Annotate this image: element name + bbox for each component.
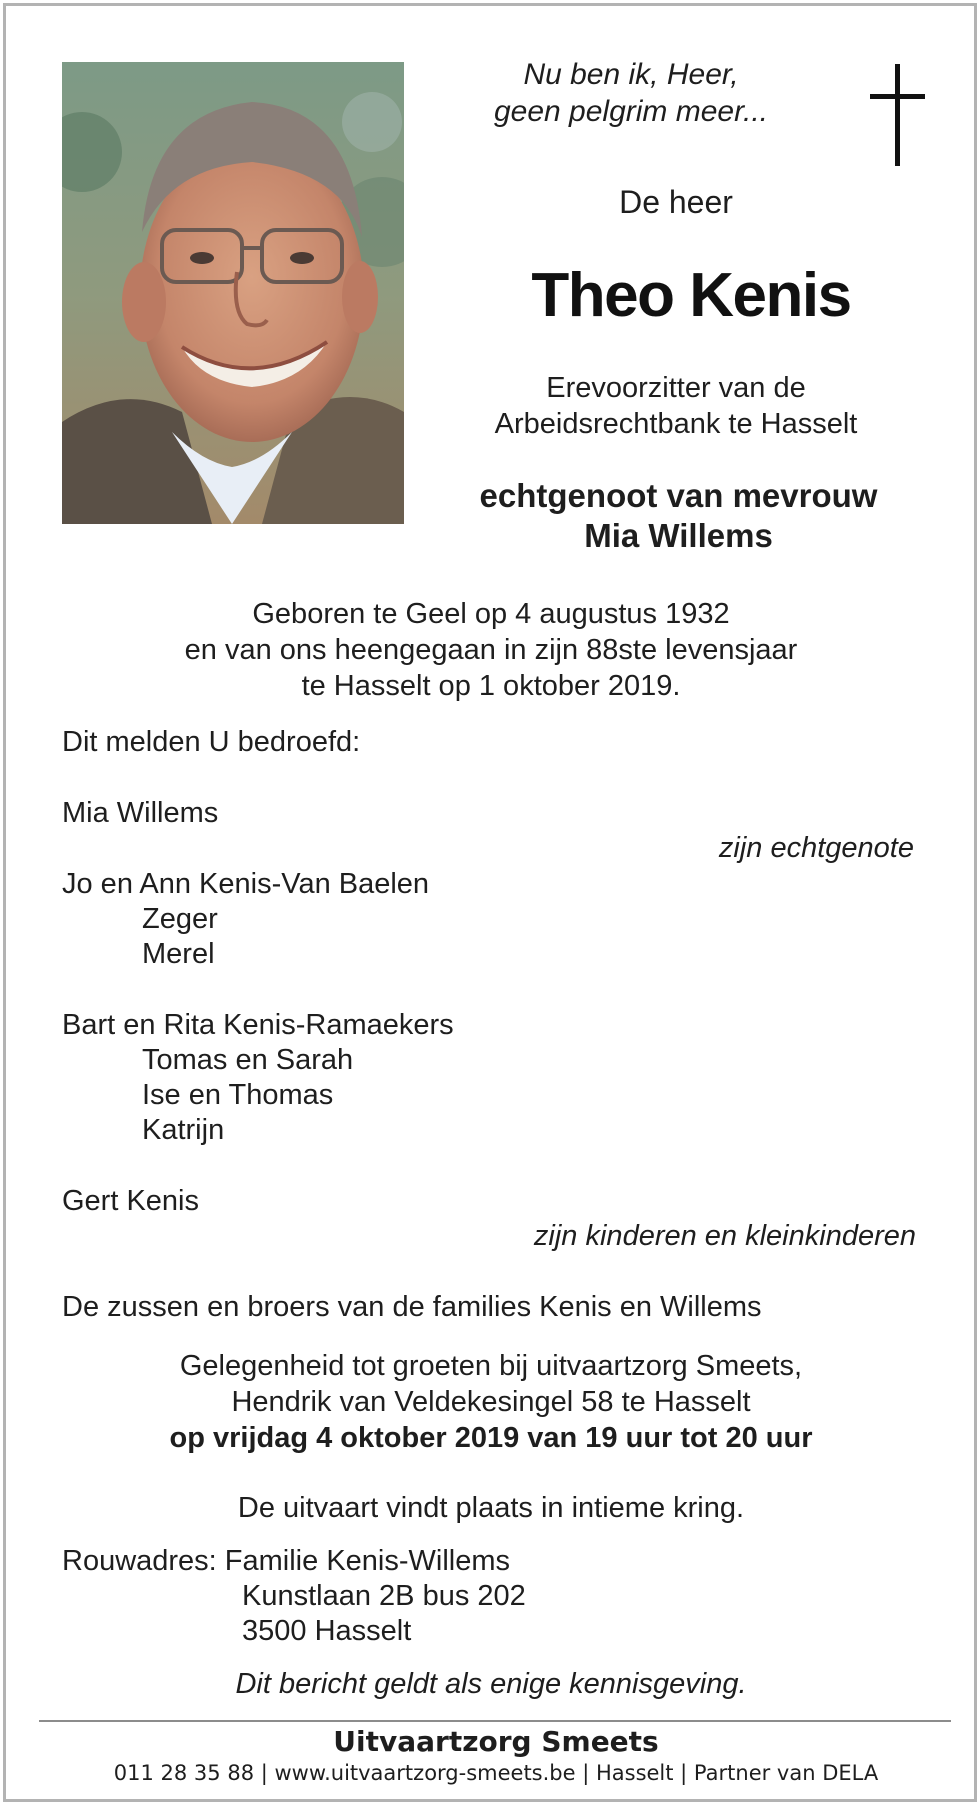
quote-line: geen pelgrim meer...: [493, 95, 768, 128]
portrait-photo: [62, 62, 404, 524]
role-line: Arbeidsrechtbank te Hasselt: [494, 408, 858, 440]
portrait-illustration: [62, 62, 404, 524]
footer-divider: [39, 1720, 951, 1722]
deceased-role: [446, 370, 906, 442]
spouse-name: Mia Willems: [62, 797, 219, 829]
mourning-address-label: Rouwadres: Familie Kenis-Willems: [62, 1545, 510, 1577]
spouse-heading: [436, 476, 921, 556]
death-line: en van ons heengegaan in zijn 88ste levensjaar: [184, 634, 798, 666]
cross-icon: [868, 64, 928, 166]
grandchild: Katrijn: [142, 1114, 225, 1146]
notice-line: Dit bericht geldt als enige kennisgeving.: [235, 1668, 747, 1700]
title-prefix: De heer: [619, 184, 733, 220]
quote-line: Nu ben ik, Heer,: [523, 58, 739, 91]
children-relation: zijn kinderen en kleinkinderen: [533, 1220, 916, 1252]
visitation-time: op vrijdag 4 oktober 2019 van 19 uur tot 20 uur: [169, 1422, 813, 1454]
ceremony-note: De uitvaart vindt plaats in intieme kring.: [237, 1492, 745, 1524]
opening-quote: [446, 56, 816, 130]
birth-line: Geboren te Geel op 4 augustus 1932: [252, 598, 730, 630]
visitation-address: Hendrik van Veldekesingel 58 te Hasselt: [231, 1386, 751, 1418]
death-place-line: te Hasselt op 1 oktober 2019.: [301, 670, 681, 702]
spouse-line: Mia Willems: [584, 517, 773, 554]
grandchild: Tomas en Sarah: [142, 1044, 354, 1076]
mourning-address-street: Kunstlaan 2B bus 202: [242, 1580, 526, 1612]
funeral-home-name: Uitvaartzorg Smeets: [333, 1725, 659, 1758]
birth-death-details: [126, 596, 856, 704]
siblings-line: De zussen en broers van de families Kenis en Willems: [62, 1291, 762, 1323]
grandchild: Zeger: [142, 903, 218, 935]
grandchild: Ise en Thomas: [142, 1079, 334, 1111]
spouse-relation: zijn echtgenote: [718, 832, 914, 864]
child-family: Bart en Rita Kenis-Ramaekers: [62, 1009, 454, 1041]
role-line: Erevoorzitter van de: [546, 372, 806, 404]
spouse-line: echtgenoot van mevrouw: [479, 477, 878, 514]
visitation-line: Gelegenheid tot groeten bij uitvaartzorg Smeets,: [179, 1350, 803, 1382]
child-family: Jo en Ann Kenis-Van Baelen: [62, 868, 430, 900]
mourning-address-city: 3500 Hasselt: [242, 1615, 412, 1647]
grandchild: Merel: [142, 938, 215, 970]
deceased-name: Theo Kenis: [531, 261, 851, 330]
visitation-details: [86, 1348, 896, 1456]
funeral-home-contact: 011 28 35 88 | www.uitvaartzorg-smeets.be | Hasselt | Partner van DELA: [113, 1761, 879, 1785]
child-family: Gert Kenis: [62, 1185, 199, 1217]
obituary-card: [3, 3, 977, 1802]
family-intro: Dit melden U bedroefd:: [62, 726, 361, 758]
